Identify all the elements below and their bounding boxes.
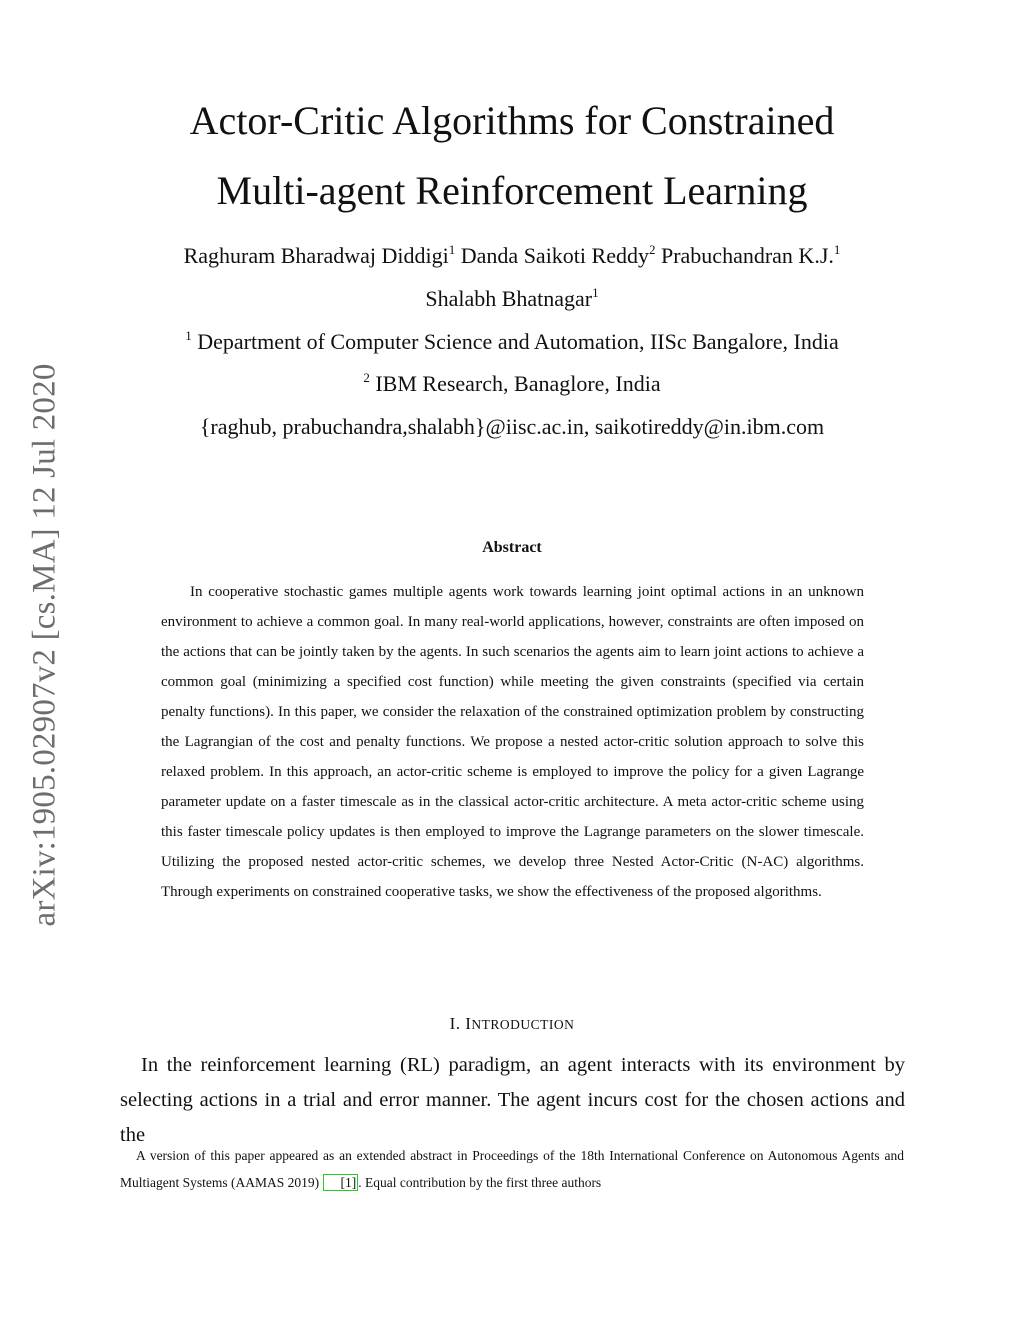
affiliation-text: IBM Research, Banaglore, India xyxy=(375,371,661,396)
section-title-initial: I xyxy=(465,1014,472,1033)
section-heading-introduction xyxy=(0,1014,1024,1034)
abstract-heading: Abstract xyxy=(482,539,542,556)
author-name: Prabuchandran K.J. xyxy=(660,243,834,268)
author-line-1 xyxy=(0,242,1024,268)
author-name: Shalabh Bhatnagar xyxy=(425,286,593,311)
author-affiliation-mark: 1 xyxy=(592,285,599,300)
author-affiliation-mark: 2 xyxy=(648,242,656,257)
author-affiliation-mark: 1 xyxy=(448,242,456,257)
abstract-text: In cooperative stochastic games multiple agents work towards learning joint optimal actions in an unknown environment to achieve a common goal. In many real-world applications, however, constraints are often imposed on the actions that can be jointly taken by the agents. In such scenarios the agents aim to learn joint actions to achieve a common goal (minimizing a specified cost function) while meeting the given constraints (specified via certain penalty functions). In this paper, we consider the relaxation of the constrained optimization problem by constructing the Lagrangian of the cost and penalty functions. We propose a nested actor-critic solution approach to solve this relaxed problem. In this approach, an actor-critic scheme is employed to improve the policy for a given Lagrange parameter update on a faster timescale as in the classical actor-critic architecture. A meta actor-critic scheme using this faster timescale policy updates is then employed to improve the Lagrange parameters on the slower timescale. Utilizing the proposed nested actor-critic schemes, we develop three Nested Actor-Critic (N-AC) algorithms. Through experiments on constrained cooperative tasks, we show the effectiveness of the proposed algorithms. xyxy=(161,584,864,900)
author-name: Danda Saikoti Reddy xyxy=(460,243,649,268)
author-affiliation-mark: 1 xyxy=(833,242,841,257)
author-name: Raghuram Bharadwaj Diddigi xyxy=(183,243,449,268)
footnote-text-end: . Equal contribution by the first three authors xyxy=(358,1175,602,1190)
author-line-2 xyxy=(0,285,1024,311)
section-title-rest: NTRODUCTION xyxy=(471,1017,575,1032)
paper-title-line-1: Actor-Critic Algorithms for Constrained xyxy=(189,98,835,143)
paper-title-line-2: Multi-agent Reinforcement Learning xyxy=(216,168,808,213)
section-number: I. xyxy=(449,1014,461,1033)
affiliation-1 xyxy=(0,328,1024,354)
arxiv-identifier-stamp: arXiv:1905.02907v2 [cs.MA] 12 Jul 2020 xyxy=(26,363,63,927)
affiliation-mark: 2 xyxy=(363,370,370,385)
affiliation-text: Department of Computer Science and Automation, IISc Bangalore, India xyxy=(197,329,839,354)
citation-link[interactable]: [1] xyxy=(323,1174,359,1191)
affiliation-2 xyxy=(0,370,1024,396)
footnote xyxy=(120,1142,904,1196)
affiliation-mark: 1 xyxy=(185,328,192,343)
author-emails: {raghub, prabuchandra,shalabh}@iisc.ac.in, saikotireddy@in.ibm.com xyxy=(199,414,825,439)
footnote-text: A version of this paper appeared as an extended abstract in Proceedings of the 18th International Conference on Autonomous Agents and Multiagent Systems (AAMAS 2019) xyxy=(120,1148,904,1190)
introduction-text: In the reinforcement learning (RL) paradigm, an agent interacts with its environment by selecting actions in a trial and error manner. The agent incurs cost for the chosen actions and the xyxy=(120,1054,905,1146)
